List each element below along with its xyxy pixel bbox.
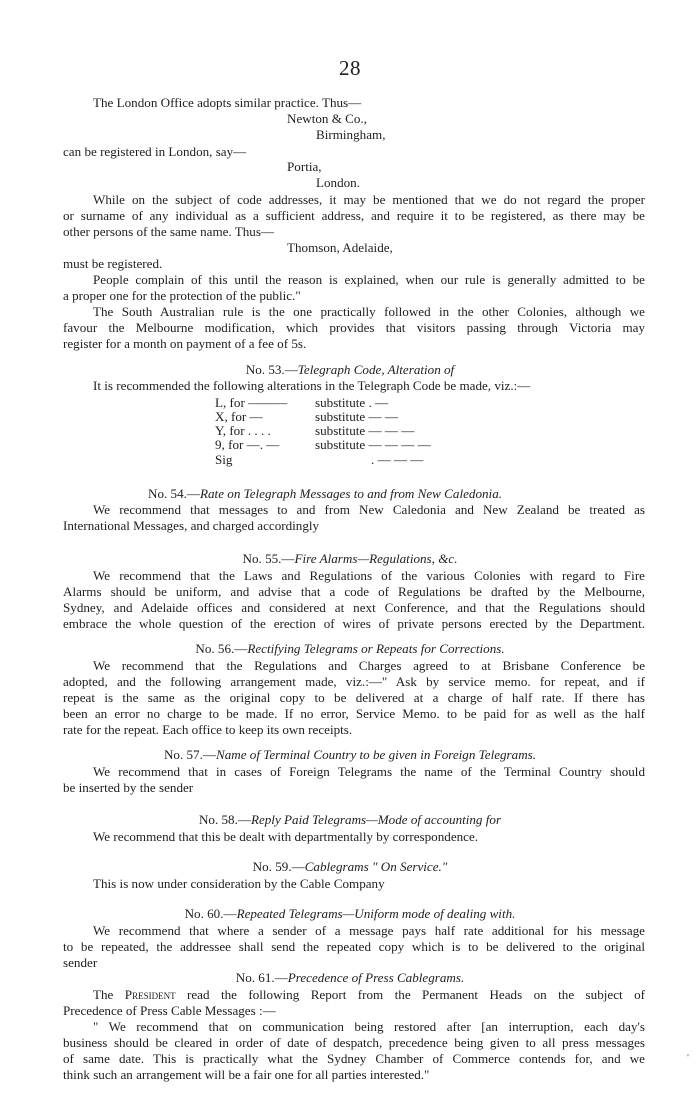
paragraph-line: While on the subject of code addresses, it may be mentioned that we do not regard the proper: [93, 192, 645, 207]
text-run: The: [93, 987, 125, 1002]
page-number: 28: [339, 56, 361, 80]
paragraph-line: We recommend that the Regulations and Charges agreed to at Brisbane Conference be: [93, 658, 645, 673]
address-line: Portia,: [287, 159, 322, 174]
section-number: No. 53.—: [245, 362, 298, 377]
paragraph-line: adopted, and the following arrangement made, viz.:—" Ask by service memo. for repeat, and if: [63, 674, 645, 689]
section-title: Name of Terminal Country to be given in Foreign Telegrams.: [215, 747, 537, 762]
section-title: Rectifying Telegrams or Repeats for Corrections.: [247, 641, 505, 656]
alteration-for: Sig: [215, 452, 233, 467]
section-title: Cablegrams " On Service.": [304, 859, 448, 874]
section-number: No. 58.—: [198, 812, 251, 827]
paragraph-line: Precedence of Press Cable Messages :—: [63, 1003, 276, 1018]
president-word: President: [124, 987, 176, 1002]
section-number: No. 55.—: [242, 551, 295, 566]
paragraph-line: business should be cleared in order of date of despatch, precedence being given to all press messages: [63, 1035, 645, 1050]
alteration-for: X, for —: [215, 409, 263, 424]
paragraph-line: We recommend that messages to and from New Caledonia and New Zealand be treated as: [93, 502, 645, 517]
paragraph-line: " We recommend that on communication being restored after [an interruption, each day's: [93, 1019, 645, 1034]
alteration-substitute: substitute . —: [315, 395, 389, 410]
paragraph-line: to be repeated, the addressee shall send the repeated copy which is to be delivered to the original: [63, 939, 645, 954]
alteration-for: 9, for —. —: [215, 437, 280, 452]
section-number: No. 61.—: [235, 970, 288, 985]
section-heading-61: [0, 970, 700, 985]
paragraph-line: sender: [63, 955, 98, 970]
address-line: Birmingham,: [316, 127, 386, 142]
section-title: Fire Alarms—Regulations, &c.: [294, 551, 458, 566]
paragraph-line: Alarms should be uniform, and advise that a code of Regulations be drafted by the Melbourne,: [63, 584, 645, 599]
section-number: No. 60.—: [184, 906, 237, 921]
paragraph-line: Sydney, and Adelaide offices and considered at next Conference, and that the Regulations should: [63, 600, 645, 615]
paragraph-line: of same date. This is practically what the Sydney Chamber of Commerce contends for, and we: [63, 1051, 645, 1066]
section-title: Reply Paid Telegrams—Mode of accounting for: [250, 812, 502, 827]
section-heading-53: [0, 362, 700, 377]
section-number: No. 59.—: [252, 859, 305, 874]
paragraph-line: favour the Melbourne modification, which provides that visitors passing through Victoria may: [63, 320, 645, 335]
paragraph-line: repeat is the same as the original copy to be delivered at a charge of half rate. If there has: [63, 690, 645, 705]
alteration-substitute: substitute — — — —: [315, 437, 431, 452]
paragraph-line: We recommend that the Laws and Regulations of the various Colonies with regard to Fire: [93, 568, 645, 583]
section-number: No. 56.—: [195, 641, 248, 656]
alteration-substitute: substitute — —: [315, 409, 398, 424]
section-title: Repeated Telegrams—Uniform mode of dealing with.: [236, 906, 516, 921]
section-heading-54: [148, 486, 502, 501]
paragraph-line: It is recommended the following alterations in the Telegraph Code be made, viz.:—: [93, 378, 531, 393]
section-number: No. 54.—: [148, 486, 201, 501]
paragraph-line: The London Office adopts similar practice. Thus—: [93, 95, 362, 110]
paragraph-line: rate for the repeat. Each office to keep its own receipts.: [63, 722, 353, 737]
paragraph-line: can be registered in London, say—: [63, 144, 247, 159]
paragraph-line: People complain of this until the reason is explained, when our rule is generally admitted to be: [93, 272, 645, 287]
section-number: No. 57.—: [163, 747, 216, 762]
paragraph-line: register for a month on payment of a fee of 5s.: [63, 336, 307, 351]
address-line: Thomson, Adelaide,: [287, 240, 393, 255]
section-heading-58: [0, 812, 700, 827]
paragraph-line: or surname of any individual as a sufficient address, and require it to be registered, as there may be: [63, 208, 645, 223]
paragraph-line: We recommend that in cases of Foreign Telegrams the name of the Terminal Country should: [93, 764, 645, 779]
section-heading-56: [0, 641, 700, 656]
paragraph-line: be inserted by the sender: [63, 780, 194, 795]
paragraph-line: This is now under consideration by the Cable Company: [93, 876, 385, 891]
paragraph-line: think such an arrangement will be a fair one for all parties interested.": [63, 1067, 430, 1082]
paragraph-line: embrace the whole question of the erection of wires of private persons erected by the Department.: [63, 616, 645, 631]
section-heading-55: [0, 551, 700, 566]
section-title: Telegraph Code, Alteration of: [297, 362, 455, 377]
margin-mark: ': [687, 1052, 689, 1064]
paragraph-line: must be registered.: [63, 256, 163, 271]
alteration-substitute: . — — —: [371, 452, 424, 467]
paragraph-line: We recommend that this be dealt with departmentally by correspondence.: [93, 829, 479, 844]
paragraph-line: a proper one for the protection of the public.": [63, 288, 301, 303]
alteration-for: Y, for . . . .: [215, 423, 271, 438]
section-title: Rate on Telegraph Messages to and from New Caledonia.: [200, 486, 503, 501]
address-line: Newton & Co.,: [287, 111, 368, 126]
paragraph-line: been an error no charge to be made. If no error, Service Memo. to be paid for as well as the half: [63, 706, 645, 721]
paragraph-line: The South Australian rule is the one practically followed in the other Colonies, although we: [93, 304, 645, 319]
paragraph-line: other persons of the same name. Thus—: [63, 224, 275, 239]
section-title: Precedence of Press Cablegrams.: [287, 970, 465, 985]
section-heading-57: [0, 747, 700, 762]
section-heading-60: [0, 906, 700, 921]
alteration-substitute: substitute — — —: [315, 423, 415, 438]
address-line: London.: [316, 175, 361, 190]
paragraph-line: [93, 987, 645, 1002]
paragraph-line: We recommend that where a sender of a message pays half rate additional for his message: [93, 923, 645, 938]
alteration-for: L, for ———: [215, 395, 288, 410]
paragraph-line: International Messages, and charged accordingly: [63, 518, 320, 533]
text-run: read the following Report from the Permanent Heads on the subject of: [175, 987, 645, 1002]
section-heading-59: [0, 859, 700, 874]
